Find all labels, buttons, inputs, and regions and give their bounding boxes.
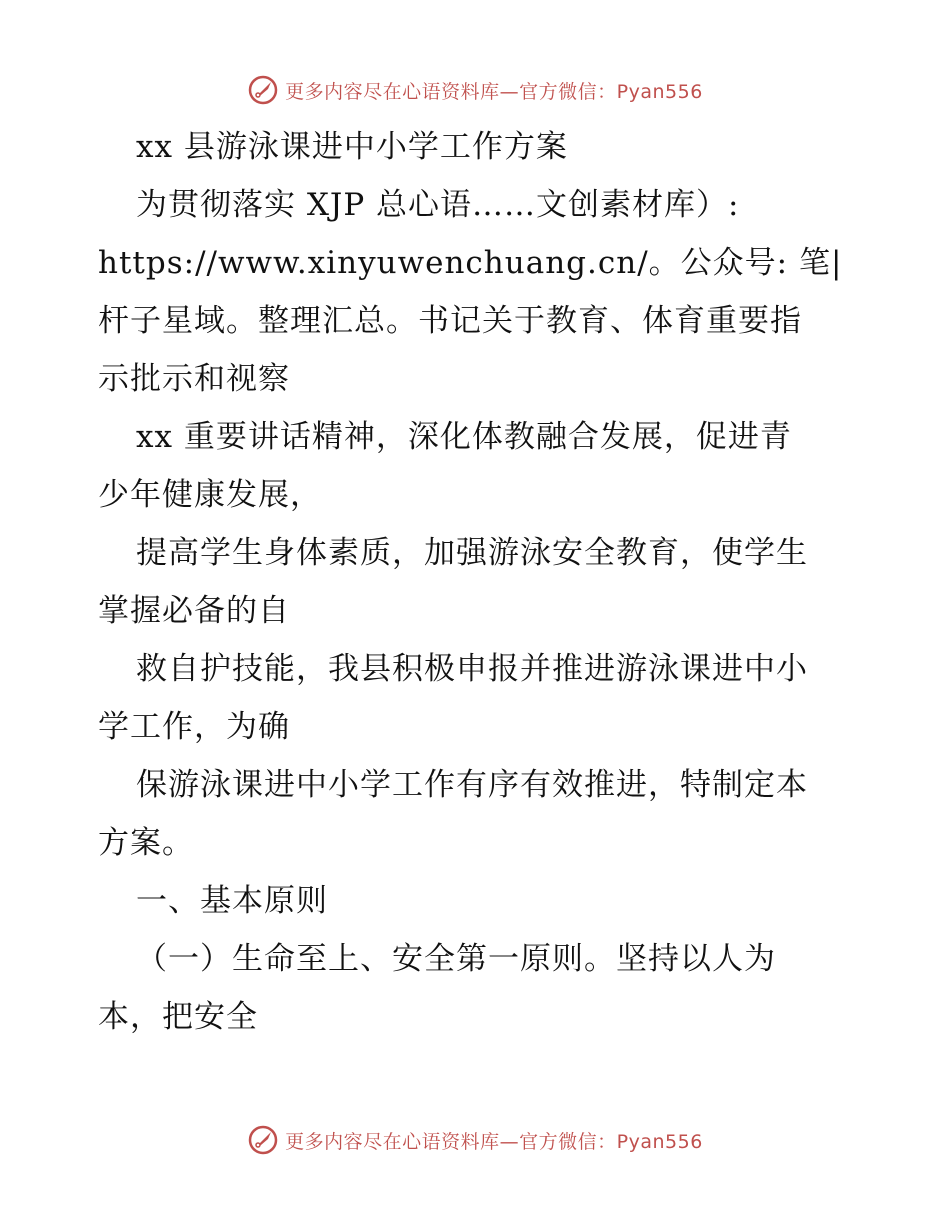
paragraph-line: xx 重要讲话精神，深化体教融合发展，促进青 bbox=[136, 419, 792, 455]
paragraph-line: https://www.xinyuwenchuang.cn/。公众号: 笔| bbox=[98, 245, 843, 281]
paragraph-line: 为贯彻落实 XJP 总心语……文创素材库）: bbox=[136, 187, 740, 223]
paragraph-line: 杆子星域。整理汇总。书记关于教育、体育重要指 bbox=[98, 303, 802, 339]
watermark-footer bbox=[0, 1120, 950, 1160]
paragraph-line: （一）生命至上、安全第一原则。坚持以人为 bbox=[136, 941, 776, 977]
paragraph-line: 救自护技能，我县积极申报并推进游泳课进中小 bbox=[136, 651, 808, 687]
paragraph-line: 提高学生身体素质，加强游泳安全教育，使学生 bbox=[136, 535, 808, 571]
paragraph-line: 掌握必备的自 bbox=[98, 593, 290, 629]
paragraph-line: 示批示和视察 bbox=[98, 361, 290, 397]
paragraph-line: 学工作，为确 bbox=[98, 709, 290, 745]
document-body bbox=[98, 118, 858, 1046]
paragraph-line: 保游泳课进中小学工作有序有效推进，特制定本 bbox=[136, 767, 808, 803]
watermark-text: 更多内容尽在心语资料库—官方微信：Pyan556 bbox=[285, 1130, 703, 1153]
document-title: xx 县游泳课进中小学工作方案 bbox=[136, 129, 568, 165]
watermark-header bbox=[0, 70, 950, 110]
paragraph-line: 方案。 bbox=[98, 825, 194, 861]
quill-logo-icon bbox=[247, 1124, 279, 1156]
section-heading: 一、基本原则 bbox=[136, 883, 328, 919]
quill-logo-icon bbox=[247, 74, 279, 106]
paragraph-line: 少年健康发展， bbox=[98, 477, 322, 513]
watermark-text: 更多内容尽在心语资料库—官方微信：Pyan556 bbox=[285, 80, 703, 103]
paragraph-line: 本，把安全 bbox=[98, 999, 258, 1035]
